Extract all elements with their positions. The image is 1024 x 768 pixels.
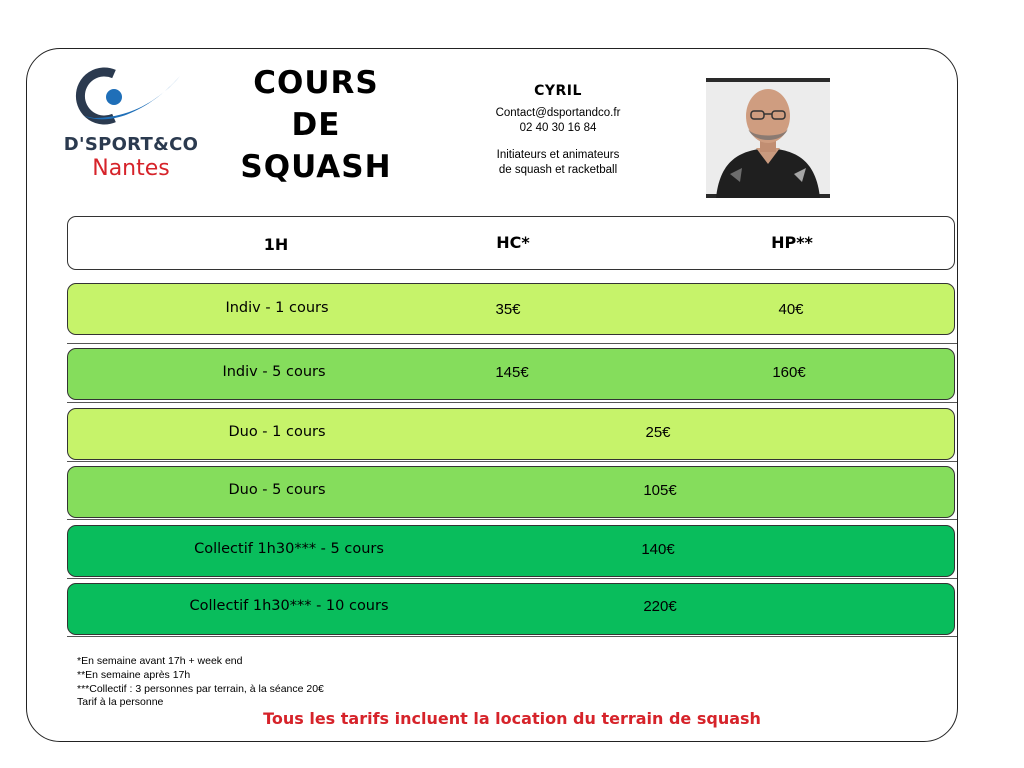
pricing-row-duo-5 — [67, 466, 955, 518]
title-line-1: COURS — [253, 65, 379, 101]
header-hc: HC* — [496, 233, 530, 252]
coach-portrait-icon — [706, 78, 830, 198]
title-line-3: SQUASH — [240, 149, 392, 185]
row-price: 105€ — [643, 482, 677, 499]
row-price: 140€ — [641, 541, 675, 558]
contact-phone: 02 40 30 16 84 — [519, 122, 597, 134]
pricing-row-collectif-10 — [67, 583, 955, 635]
row-divider — [67, 636, 957, 637]
coach-name: CYRIL — [534, 83, 582, 99]
row-price-hc: 145€ — [495, 364, 529, 381]
logo-city-name: Nantes — [92, 156, 170, 181]
row-divider — [67, 519, 957, 520]
row-label: Indiv - 5 cours — [222, 364, 326, 380]
pricing-header-row — [67, 216, 955, 270]
coach-photo — [706, 78, 830, 198]
row-label: Duo - 5 cours — [228, 482, 326, 498]
pricing-row-indiv-1 — [67, 283, 955, 335]
row-price: 220€ — [643, 598, 677, 615]
row-label: Duo - 1 cours — [228, 424, 326, 440]
row-price-hp: 160€ — [772, 364, 806, 381]
footnote-collectif: ***Collectif : 3 personnes par terrain, à la séance 20€ — [77, 682, 324, 695]
footer-notice: Tous les tarifs incluent la location du terrain de squash — [263, 709, 761, 728]
header-hp: HP** — [771, 233, 813, 252]
header-duration: 1H — [263, 235, 289, 254]
row-label: Collectif 1h30*** - 5 cours — [194, 541, 384, 557]
row-divider — [67, 343, 957, 344]
title-line-2: DE — [291, 107, 341, 143]
row-price-hc: 35€ — [495, 301, 521, 318]
row-divider — [67, 461, 957, 462]
logo-mark-icon — [74, 66, 184, 126]
row-label: Collectif 1h30*** - 10 cours — [189, 598, 389, 614]
row-price: 25€ — [645, 424, 671, 441]
logo-brand-name: D'SPORT&CO — [63, 134, 199, 155]
footnote-hp: **En semaine après 17h — [77, 668, 191, 681]
row-divider — [67, 578, 957, 579]
coach-role-line-1: Initiateurs et animateurs — [496, 149, 620, 161]
brand-logo — [56, 64, 206, 182]
page-title — [205, 62, 427, 188]
pricing-row-collectif-5 — [67, 525, 955, 577]
footnotes — [77, 655, 324, 710]
pricing-row-duo-1 — [67, 408, 955, 460]
pricing-row-indiv-5 — [67, 348, 955, 400]
footnote-hc: *En semaine avant 17h + week end — [77, 655, 243, 667]
contact-block — [468, 84, 648, 178]
row-label: Indiv - 1 cours — [225, 300, 329, 316]
footnote-tarif: Tarif à la personne — [77, 696, 164, 709]
coach-role-line-2: de squash et racketball — [498, 164, 618, 176]
row-price-hp: 40€ — [778, 301, 804, 318]
contact-email: Contact@dsportandco.fr — [495, 107, 621, 119]
row-divider — [67, 402, 957, 403]
